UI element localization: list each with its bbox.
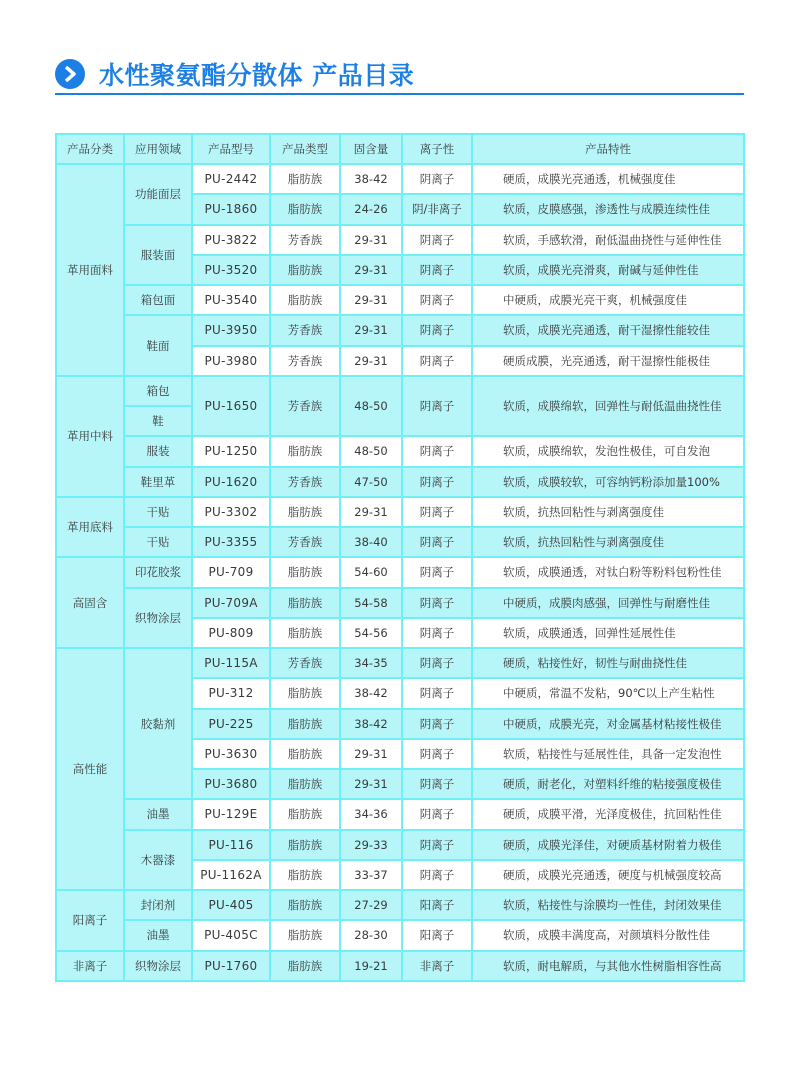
ionic-cell: 阴离子	[402, 285, 472, 315]
feature-cell: 软质，成膜绵软，回弹性与耐低温曲挠性佳	[472, 376, 744, 437]
solid-cell: 29-31	[340, 346, 402, 376]
type-cell: 脂肪族	[270, 164, 340, 194]
model-cell: PU-1620	[192, 467, 270, 497]
type-cell: 芳香族	[270, 376, 340, 437]
solid-cell: 33-37	[340, 860, 402, 890]
ionic-cell: 阴离子	[402, 346, 472, 376]
solid-cell: 28-30	[340, 920, 402, 950]
model-cell: PU-405C	[192, 920, 270, 950]
type-cell: 脂肪族	[270, 497, 340, 527]
application-cell: 箱包面	[124, 285, 192, 315]
solid-cell: 29-31	[340, 497, 402, 527]
feature-cell: 软质，成膜通透，回弹性延展性佳	[472, 618, 744, 648]
table-row	[56, 467, 744, 497]
ionic-cell: 阴离子	[402, 436, 472, 466]
ionic-cell: 阴离子	[402, 860, 472, 890]
column-header-application: 应用领域	[124, 134, 192, 164]
table-row	[56, 588, 744, 618]
feature-cell: 软质，抗热回粘性与剥离强度佳	[472, 497, 744, 527]
ionic-cell: 阳离子	[402, 890, 472, 920]
model-cell: PU-225	[192, 709, 270, 739]
feature-cell: 软质，皮膜感强，渗透性与成膜连续性佳	[472, 194, 744, 224]
category-cell: 阳离子	[56, 890, 124, 951]
column-header-features: 产品特性	[472, 134, 744, 164]
table-row	[56, 951, 744, 981]
ionic-cell: 阴/非离子	[402, 194, 472, 224]
table-row	[56, 164, 744, 194]
solid-cell: 29-33	[340, 830, 402, 860]
type-cell: 脂肪族	[270, 860, 340, 890]
ionic-cell: 阴离子	[402, 467, 472, 497]
application-cell: 服装	[124, 436, 192, 466]
ionic-cell: 阴离子	[402, 225, 472, 255]
category-cell: 非离子	[56, 951, 124, 981]
model-cell: PU-3950	[192, 315, 270, 345]
solid-cell: 48-50	[340, 436, 402, 466]
type-cell: 脂肪族	[270, 951, 340, 981]
type-cell: 脂肪族	[270, 830, 340, 860]
feature-cell: 中硬质，成膜光亮干爽，机械强度佳	[472, 285, 744, 315]
category-cell: 高性能	[56, 648, 124, 890]
type-cell: 脂肪族	[270, 799, 340, 829]
model-cell: PU-129E	[192, 799, 270, 829]
type-cell: 脂肪族	[270, 709, 340, 739]
ionic-cell: 阴离子	[402, 315, 472, 345]
solid-cell: 24-26	[340, 194, 402, 224]
model-cell: PU-116	[192, 830, 270, 860]
model-cell: PU-2442	[192, 164, 270, 194]
table-row	[56, 890, 744, 920]
model-cell: PU-809	[192, 618, 270, 648]
feature-cell: 软质，抗热回粘性与剥离强度佳	[472, 527, 744, 557]
type-cell: 脂肪族	[270, 285, 340, 315]
category-cell: 高固含	[56, 557, 124, 648]
ionic-cell: 阴离子	[402, 497, 472, 527]
type-cell: 芳香族	[270, 346, 340, 376]
solid-cell: 34-36	[340, 799, 402, 829]
feature-cell: 硬质，成膜光泽佳，对硬质基材附着力极佳	[472, 830, 744, 860]
table-row	[56, 527, 744, 557]
table-row	[56, 557, 744, 587]
model-cell: PU-1760	[192, 951, 270, 981]
model-cell: PU-1162A	[192, 860, 270, 890]
feature-cell: 硬质，耐老化，对塑料纤维的粘接强度极佳	[472, 769, 744, 799]
solid-cell: 29-31	[340, 225, 402, 255]
application-cell: 鞋面	[124, 315, 192, 376]
application-cell: 封闭剂	[124, 890, 192, 920]
application-cell: 油墨	[124, 920, 192, 950]
ionic-cell: 阳离子	[402, 920, 472, 950]
model-cell: PU-3520	[192, 255, 270, 285]
solid-cell: 29-31	[340, 315, 402, 345]
solid-cell: 38-40	[340, 527, 402, 557]
application-cell: 箱包	[124, 376, 192, 406]
solid-cell: 47-50	[340, 467, 402, 497]
column-header-model: 产品型号	[192, 134, 270, 164]
feature-cell: 软质，手感软滑，耐低温曲挠性与延伸性佳	[472, 225, 744, 255]
feature-cell: 硬质成膜，光亮通透，耐干湿擦性能极佳	[472, 346, 744, 376]
model-cell: PU-1650	[192, 376, 270, 437]
ionic-cell: 阴离子	[402, 799, 472, 829]
feature-cell: 硬质，成膜平滑，光泽度极佳，抗回粘性佳	[472, 799, 744, 829]
application-cell: 织物涂层	[124, 951, 192, 981]
type-cell: 脂肪族	[270, 920, 340, 950]
feature-cell: 软质，成膜绵软，发泡性极佳，可自发泡	[472, 436, 744, 466]
ionic-cell: 阴离子	[402, 557, 472, 587]
type-cell: 芳香族	[270, 648, 340, 678]
type-cell: 脂肪族	[270, 618, 340, 648]
model-cell: PU-3630	[192, 739, 270, 769]
table-row	[56, 285, 744, 315]
ionic-cell: 阴离子	[402, 648, 472, 678]
application-cell: 印花胶浆	[124, 557, 192, 587]
feature-cell: 中硬质，成膜肉感强，回弹性与耐磨性佳	[472, 588, 744, 618]
page-title: 水性聚氨酯分散体 产品目录	[99, 61, 415, 90]
application-cell: 鞋	[124, 406, 192, 436]
feature-cell: 软质，成膜光亮通透，耐干湿擦性能较佳	[472, 315, 744, 345]
application-cell: 服装面	[124, 225, 192, 286]
category-cell: 革用底料	[56, 497, 124, 558]
feature-cell: 硬质，成膜光亮通透，机械强度佳	[472, 164, 744, 194]
ionic-cell: 阴离子	[402, 830, 472, 860]
column-header-ionic: 离子性	[402, 134, 472, 164]
solid-cell: 29-31	[340, 739, 402, 769]
model-cell: PU-709	[192, 557, 270, 587]
type-cell: 脂肪族	[270, 557, 340, 587]
table-header-row	[56, 134, 744, 164]
solid-cell: 38-42	[340, 678, 402, 708]
title-divider	[55, 93, 744, 95]
feature-cell: 软质，成膜丰满度高，对颜填料分散性佳	[472, 920, 744, 950]
ionic-cell: 阴离子	[402, 527, 472, 557]
ionic-cell: 阴离子	[402, 739, 472, 769]
ionic-cell: 阴离子	[402, 376, 472, 437]
feature-cell: 软质，成膜较软，可容纳钙粉添加量100%	[472, 467, 744, 497]
type-cell: 芳香族	[270, 467, 340, 497]
ionic-cell: 阴离子	[402, 588, 472, 618]
table-row	[56, 497, 744, 527]
type-cell: 脂肪族	[270, 194, 340, 224]
feature-cell: 软质，成膜光亮滑爽，耐碱与延伸性佳	[472, 255, 744, 285]
feature-cell: 软质，粘接性与涂膜均一性佳，封闭效果佳	[472, 890, 744, 920]
application-cell: 木器漆	[124, 830, 192, 891]
solid-cell: 38-42	[340, 164, 402, 194]
solid-cell: 29-31	[340, 769, 402, 799]
application-cell: 织物涂层	[124, 588, 192, 649]
model-cell: PU-709A	[192, 588, 270, 618]
solid-cell: 29-31	[340, 285, 402, 315]
ionic-cell: 阴离子	[402, 164, 472, 194]
column-header-type: 产品类型	[270, 134, 340, 164]
solid-cell: 38-42	[340, 709, 402, 739]
solid-cell: 54-58	[340, 588, 402, 618]
type-cell: 脂肪族	[270, 890, 340, 920]
application-cell: 鞋里革	[124, 467, 192, 497]
type-cell: 脂肪族	[270, 769, 340, 799]
application-cell: 干贴	[124, 497, 192, 527]
feature-cell: 软质，粘接性与延展性佳，具备一定发泡性	[472, 739, 744, 769]
solid-cell: 54-56	[340, 618, 402, 648]
application-cell: 干贴	[124, 527, 192, 557]
table-row	[56, 830, 744, 860]
type-cell: 脂肪族	[270, 678, 340, 708]
ionic-cell: 阴离子	[402, 769, 472, 799]
table-row	[56, 799, 744, 829]
model-cell: PU-3355	[192, 527, 270, 557]
model-cell: PU-115A	[192, 648, 270, 678]
ionic-cell: 阴离子	[402, 255, 472, 285]
type-cell: 脂肪族	[270, 739, 340, 769]
solid-cell: 48-50	[340, 376, 402, 437]
ionic-cell: 非离子	[402, 951, 472, 981]
category-cell: 革用中料	[56, 376, 124, 497]
solid-cell: 29-31	[340, 255, 402, 285]
model-cell: PU-1860	[192, 194, 270, 224]
product-catalog-table	[55, 133, 745, 982]
page-header	[55, 52, 414, 96]
solid-cell: 27-29	[340, 890, 402, 920]
feature-cell: 中硬质，常温不发粘，90℃以上产生粘性	[472, 678, 744, 708]
feature-cell: 硬质，粘接性好，韧性与耐曲挠性佳	[472, 648, 744, 678]
chevron-right-icon	[55, 59, 85, 89]
model-cell: PU-3540	[192, 285, 270, 315]
application-cell: 胶黏剂	[124, 648, 192, 799]
ionic-cell: 阴离子	[402, 709, 472, 739]
model-cell: PU-3980	[192, 346, 270, 376]
column-header-solid-content: 固含量	[340, 134, 402, 164]
solid-cell: 19-21	[340, 951, 402, 981]
model-cell: PU-312	[192, 678, 270, 708]
table-row	[56, 225, 744, 255]
application-cell: 油墨	[124, 799, 192, 829]
column-header-category: 产品分类	[56, 134, 124, 164]
type-cell: 芳香族	[270, 315, 340, 345]
type-cell: 芳香族	[270, 225, 340, 255]
model-cell: PU-1250	[192, 436, 270, 466]
ionic-cell: 阴离子	[402, 618, 472, 648]
feature-cell: 硬质，成膜光亮通透，硬度与机械强度较高	[472, 860, 744, 890]
application-cell: 功能面层	[124, 164, 192, 225]
type-cell: 芳香族	[270, 527, 340, 557]
feature-cell: 中硬质，成膜光亮，对金属基材粘接性极佳	[472, 709, 744, 739]
solid-cell: 54-60	[340, 557, 402, 587]
table-row	[56, 920, 744, 950]
type-cell: 脂肪族	[270, 588, 340, 618]
model-cell: PU-3680	[192, 769, 270, 799]
model-cell: PU-3302	[192, 497, 270, 527]
table-row	[56, 648, 744, 678]
table-row	[56, 376, 744, 406]
model-cell: PU-3822	[192, 225, 270, 255]
type-cell: 脂肪族	[270, 436, 340, 466]
table-row	[56, 315, 744, 345]
feature-cell: 软质，耐电解质，与其他水性树脂相容性高	[472, 951, 744, 981]
table-row	[56, 436, 744, 466]
ionic-cell: 阴离子	[402, 678, 472, 708]
feature-cell: 软质，成膜通透，对钛白粉等粉料包粉性佳	[472, 557, 744, 587]
type-cell: 脂肪族	[270, 255, 340, 285]
model-cell: PU-405	[192, 890, 270, 920]
solid-cell: 34-35	[340, 648, 402, 678]
category-cell: 革用面料	[56, 164, 124, 376]
